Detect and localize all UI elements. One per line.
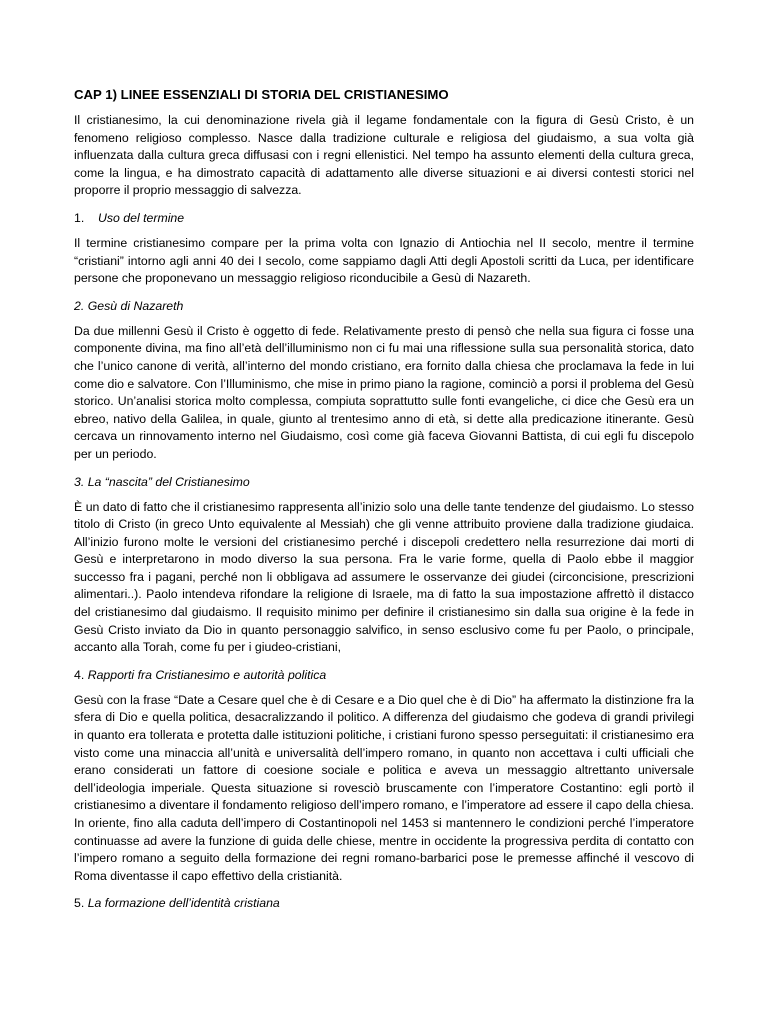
section-number: 4. [74, 667, 85, 682]
section-heading-gesu-di-nazareth [74, 297, 694, 315]
section-title: La “nascita” del Cristianesimo [87, 474, 250, 489]
section-paragraph-nascita-cristianesimo: È un dato di fatto che il cristianesimo rappresenta all’inizio solo una delle tante tendenze del giudaismo. Lo stesso titolo di Cristo (in greco Unto equivalente al Messiah) che gli venne attribuito proviene dalla tradizione giudaica. All’inizio furono molte le versioni del cristianesimo perché i discepoli credettero nella resurrezione dai morti di Gesù e interpretarono in modo diverso la sua persona. Fra le varie forme, quella di Paolo ebbe il maggior successo fra i pagani, perché non li obbligava ad assumere le osservanze dei giudei (circoncisione, prescrizioni alimentari..). Paolo intendeva rifondare la religione di Israele, ma di fatto la sua impostazione affrettò il distacco del cristianesimo dal giudaismo. Il requisito minimo per definire il cristianesimo sin dalla sua origine è la fede in Gesù Cristo inviato da Dio in quanto personaggio salvifico, in senso esclusivo come fu per Paolo, o principale, accanto alla Torah, come fu per i giudeo-cristiani, [74, 499, 694, 655]
section-paragraph-uso-del-termine: Il termine cristianesimo compare per la prima volta con Ignazio di Antiochia nel II secolo, mentre il termine “cristiani” intorno agli anni 40 dei I secolo, come sappiamo dagli Atti degli Apostoli scritti da Luca, per identificare persone che proponevano un messaggio religioso riconducibile a Gesù di Nazareth. [74, 235, 694, 286]
section-title: La formazione dell’identità cristiana [87, 896, 280, 911]
section-heading-uso-del-termine [74, 209, 694, 227]
section-heading-rapporti-autorita-politica [74, 666, 694, 684]
section-heading-identita-cristiana [74, 894, 694, 912]
chapter-title: CAP 1) LINEE ESSENZIALI DI STORIA DEL CRISTIANESIMO [74, 87, 449, 102]
section-title: Uso del termine [98, 210, 185, 225]
intro-paragraph: Il cristianesimo, la cui denominazione rivela già il legame fondamentale con la figura di Gesù Cristo, è un fenomeno religioso complesso. Nasce dalla tradizione culturale e religiosa del giudaismo, a sua volta già influenzata dalla cultura greca diffusasi con i regni ellenistici. Nel tempo ha assunto elementi della cultura greca, come la lingua, e ha dimostrato capacità di adattamento alle diverse situazioni e ai diversi contesti storici nel proporre il proprio messaggio di salvezza. [74, 113, 694, 198]
section-title: Rapporti fra Cristianesimo e autorità politica [87, 667, 327, 682]
section-number: 2. [74, 298, 85, 313]
section-paragraph-rapporti-autorita-politica: Gesù con la frase “Date a Cesare quel che è di Cesare e a Dio quel che è di Dio” ha affermato la distinzione fra la sfera di Dio e quella politica, desacralizzando il politico. A differenza del giudaismo che godeva di grandi privilegi in quanto era tollerata e protetta dalle istituzioni politiche, i cristiani furono spesso perseguitati: il cristianesimo era visto come una minaccia all’unità e universalità dell’impero romano, in quanto non accettava i culti ufficiali che erano considerati un fattore di coesione sociale e politica e aveva un messaggio altrettanto universale dell’ideologia imperiale. Questa situazione si rovesciò bruscamente con l’imperatore Costantino: egli portò il cristianesimo a diventare il fondamento religioso dell’impero romano, e l’imperatore ad essere il capo della chiesa. In oriente, fino alla caduta dell’impero di Costantinopoli nel 1453 si mantennero le condizioni perché l’imperatore continuasse ad avere la funzione di guida delle chiese, mentre in occidente la progressiva perdita di contatto con l’impero romano a seguito della formazione dei regni romano-barbarici pose le premesse affinché il vescovo di Roma diventasse il capo effettivo della cristianità. [74, 692, 694, 883]
section-number: 5. [74, 896, 85, 911]
section-paragraph-gesu-di-nazareth: Da due millenni Gesù il Cristo è oggetto di fede. Relativamente presto di pensò che nella sua figura ci fosse una componente divina, ma fino all’età dell’illuminismo non ci fu mai una riflessione sulla sua personalità storica, dato che l’unico canone di verità, all’interno del mondo cristiano, era fornito dalla chiesa che proclamava la fede in lui come dio e salvatore. Con l’Illuminismo, che mise in primo piano la ragione, cominciò a porsi il problema del Gesù storico. Un’analisi storica molto complessa, compiuta soprattutto sulle fonti evangeliche, ci dice che Gesù era un ebreo, nativo della Galilea, in quale, giunto al trentesimo anno di età, si dette alla predicazione itinerante. Gesù cercava un rinnovamento interno nel Giudaismo, così come già faceva Giovanni Battista, di cui egli fu discepolo per un periodo. [74, 323, 694, 461]
section-heading-nascita-cristianesimo [74, 473, 694, 491]
section-number: 3. [74, 474, 85, 489]
document-body [74, 86, 694, 920]
section-title: Gesù di Nazareth [87, 298, 184, 313]
section-number: 1. [74, 210, 85, 225]
